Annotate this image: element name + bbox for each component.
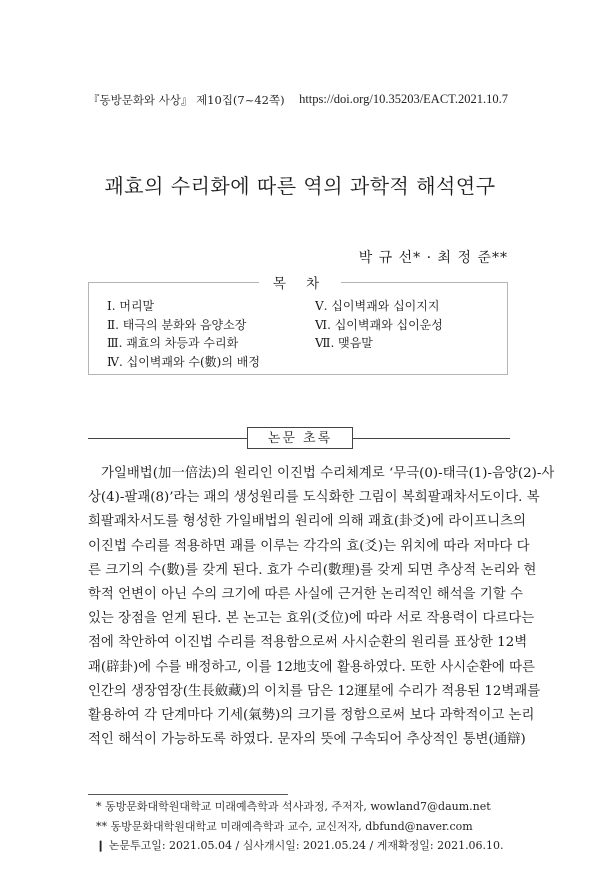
abstract-line: 상(4)-팔괘(8)’라는 괘의 생성원리를 도식화한 그림이 복희팔괘차서도이다. 복 bbox=[88, 490, 540, 506]
abstract-line: 른 크기의 수(數)를 갖게 된다. 효가 수리(數理)를 갖게 되면 추상적 논리와 현 bbox=[88, 562, 537, 578]
abstract-line: 인간의 생장염장(生長斂藏)의 이치를 담은 12運星에 수리가 적용된 12벽괘를 bbox=[88, 683, 541, 699]
paper-title: 괘효의 수리화에 따른 역의 과학적 해석연구 bbox=[104, 174, 496, 198]
toc-item: Ⅳ. 십이벽괘와 수(數)의 배정 bbox=[107, 354, 260, 369]
toc-item: Ⅰ. 머리말 bbox=[107, 299, 155, 313]
toc-item: Ⅴ. 십이벽괘와 십이지지 bbox=[315, 299, 440, 313]
abstract-body bbox=[88, 462, 555, 752]
abstract-line: 학적 언변이 아닌 수의 크기에 따른 사실에 근거한 논리적인 해석을 기할 수 bbox=[88, 587, 523, 603]
footnote-first-author: * 동방문화대학원대학교 미래예측학과 석사과정, 주저자, wowland7@daum.net bbox=[96, 800, 491, 813]
toc-item: Ⅲ. 괘효의 차등과 수리화 bbox=[107, 336, 239, 350]
toc-left-column bbox=[107, 297, 260, 371]
toc-item: Ⅶ. 맺음말 bbox=[315, 336, 373, 350]
abstract-line: 적인 해석이 가능하도록 하였다. 문자의 뜻에 구속되어 추상적인 통변(通辯) bbox=[88, 732, 526, 748]
toc-heading: 목 차 bbox=[259, 276, 341, 292]
footnote-divider bbox=[88, 794, 288, 795]
authors: 박 규 선* · 최 정 준** bbox=[358, 250, 508, 266]
doi-link[interactable]: https://doi.org/10.35203/EACT.2021.10.7 bbox=[299, 92, 508, 106]
toc-right-column bbox=[315, 297, 443, 353]
abstract-line: 희팔괘차서도를 형성한 가일배법의 원리에 의해 괘효(卦爻)에 라이프니츠의 bbox=[88, 514, 526, 530]
abstract-line: 활용하여 각 단계마다 기세(氣勢)의 크기를 정함으로써 보다 과학적이고 논리 bbox=[88, 708, 535, 724]
abstract-line: 있는 장점을 얻게 된다. 본 논고는 효위(爻位)에 따라 서로 작용력이 다르다는 bbox=[88, 611, 535, 627]
abstract-line: 괘(辟卦)에 수를 배정하고, 이를 12地支에 활용하였다. 또한 사시순환에 따른 bbox=[88, 659, 535, 675]
toc-heading-wrap bbox=[0, 272, 600, 292]
footnote-submission-dates: ❙ 논문투고일: 2021.05.04 / 심사개시일: 2021.05.24 / 게재확정일: 2021.06.10. bbox=[96, 839, 504, 852]
footnotes bbox=[96, 797, 504, 856]
abstract-line: 이진법 수리를 적용하면 괘를 이루는 각각의 효(爻)는 위치에 따라 저마다 다 bbox=[88, 538, 530, 554]
abstract-line: 가일배법(加一倍法)의 원리인 이진법 수리체계로 ‘무극(0)-태극(1)-음양(2)-사 bbox=[101, 466, 555, 481]
abstract-line: 점에 착안하여 이진법 수리를 적용함으로써 사시순환의 원리를 표상한 12벽 bbox=[88, 635, 528, 651]
footnote-corresponding-author: ** 동방문화대학원대학교 미래예측학과 교수, 교신저자, dbfund@naver.com bbox=[96, 819, 473, 833]
toc-item: Ⅱ. 태극의 분화와 음양소장 bbox=[107, 317, 247, 332]
toc-item: Ⅵ. 십이벽괘와 십이운성 bbox=[315, 317, 443, 332]
abstract-label: 논문 초록 bbox=[247, 427, 353, 449]
journal-header: 『동방문화와 사상』 제10집(7~42쪽) bbox=[88, 93, 285, 107]
